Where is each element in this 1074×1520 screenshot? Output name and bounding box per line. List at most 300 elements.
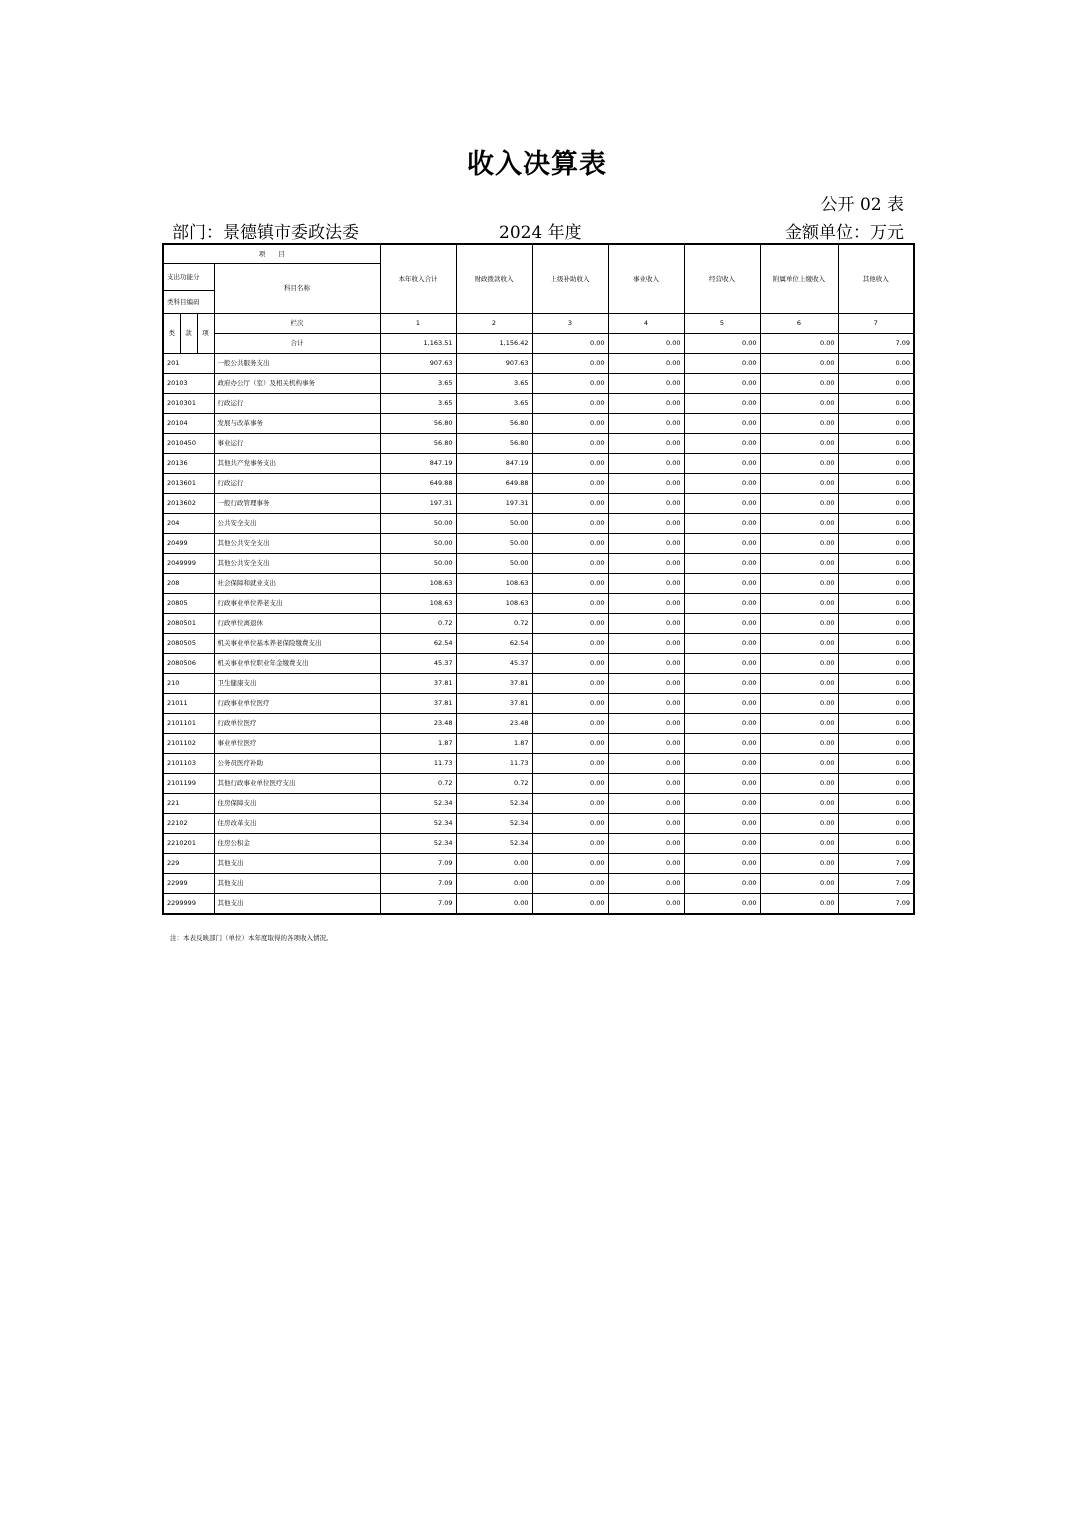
row-name: 发展与改革事务 — [214, 414, 380, 434]
row-value-3: 0.00 — [532, 834, 608, 854]
unit-label: 金额单位：万元 — [785, 223, 904, 243]
row-value-3: 0.00 — [532, 554, 608, 574]
row-value-2: 52.34 — [456, 814, 532, 834]
row-value-3: 0.00 — [532, 694, 608, 714]
row-value-5: 0.00 — [684, 474, 760, 494]
row-code: 2049999 — [163, 554, 214, 574]
table-row — [163, 754, 914, 774]
row-value-2: 37.81 — [456, 694, 532, 714]
table-note: 注：本表反映部门（单位）本年度取得的各项收入情况。 — [170, 934, 333, 942]
row-value-2: 108.63 — [456, 594, 532, 614]
row-value-6: 0.00 — [760, 814, 838, 834]
year-label: 2024 年度 — [499, 223, 582, 243]
row-code: 21011 — [163, 694, 214, 714]
row-value-1: 50.00 — [380, 514, 456, 534]
row-code: 2013601 — [163, 474, 214, 494]
row-value-4: 0.00 — [608, 494, 684, 514]
report-meta — [172, 218, 904, 242]
row-name: 机关事业单位基本养老保险缴费支出 — [214, 634, 380, 654]
col-number-3: 3 — [532, 314, 608, 334]
row-name: 一般行政管理事务 — [214, 494, 380, 514]
row-value-4: 0.00 — [608, 694, 684, 714]
row-value-1: 62.54 — [380, 634, 456, 654]
row-value-1: 1.87 — [380, 734, 456, 754]
row-value-4: 0.00 — [608, 734, 684, 754]
row-value-5: 0.00 — [684, 694, 760, 714]
row-value-4: 0.00 — [608, 834, 684, 854]
table-row — [163, 874, 914, 894]
row-value-6: 0.00 — [760, 394, 838, 414]
row-value-5: 0.00 — [684, 574, 760, 594]
row-value-4: 0.00 — [608, 674, 684, 694]
row-value-5: 0.00 — [684, 654, 760, 674]
row-value-1: 3.65 — [380, 394, 456, 414]
row-name: 住房公积金 — [214, 834, 380, 854]
row-name: 住房改革支出 — [214, 814, 380, 834]
row-value-2: 1.87 — [456, 734, 532, 754]
page-title: 收入决算表 — [467, 149, 607, 180]
row-value-4: 0.00 — [608, 374, 684, 394]
row-value-5: 0.00 — [684, 534, 760, 554]
row-value-1: 108.63 — [380, 594, 456, 614]
total-row — [163, 334, 914, 354]
row-value-7: 0.00 — [838, 814, 914, 834]
table-row — [163, 434, 914, 454]
income-table — [162, 243, 915, 915]
row-value-5: 0.00 — [684, 434, 760, 454]
row-value-7: 0.00 — [838, 834, 914, 854]
row-value-7: 0.00 — [838, 574, 914, 594]
row-value-6: 0.00 — [760, 474, 838, 494]
row-value-7: 7.09 — [838, 854, 914, 874]
header-row-lanci — [163, 314, 914, 334]
row-name: 其他公共安全支出 — [214, 534, 380, 554]
row-code: 22999 — [163, 874, 214, 894]
row-code: 2210201 — [163, 834, 214, 854]
row-value-3: 0.00 — [532, 814, 608, 834]
row-value-1: 52.34 — [380, 814, 456, 834]
row-code: 2010301 — [163, 394, 214, 414]
row-value-6: 0.00 — [760, 634, 838, 654]
table-row — [163, 574, 914, 594]
total-label: 合计 — [214, 334, 380, 354]
row-value-6: 0.00 — [760, 554, 838, 574]
row-code: 20136 — [163, 454, 214, 474]
row-value-3: 0.00 — [532, 594, 608, 614]
row-value-7: 7.09 — [838, 874, 914, 894]
row-value-6: 0.00 — [760, 654, 838, 674]
row-value-2: 907.63 — [456, 354, 532, 374]
row-value-1: 649.88 — [380, 474, 456, 494]
row-value-3: 0.00 — [532, 854, 608, 874]
row-name: 行政事业单位养老支出 — [214, 594, 380, 614]
row-value-1: 50.00 — [380, 534, 456, 554]
table-row — [163, 634, 914, 654]
row-value-5: 0.00 — [684, 554, 760, 574]
table-row — [163, 854, 914, 874]
total-value-3: 0.00 — [532, 334, 608, 354]
row-value-2: 62.54 — [456, 634, 532, 654]
row-value-5: 0.00 — [684, 754, 760, 774]
row-value-6: 0.00 — [760, 574, 838, 594]
row-name: 其他共产党事务支出 — [214, 454, 380, 474]
row-value-1: 56.80 — [380, 434, 456, 454]
row-value-6: 0.00 — [760, 854, 838, 874]
header-lanci: 栏次 — [214, 314, 380, 334]
row-value-1: 52.34 — [380, 834, 456, 854]
row-value-3: 0.00 — [532, 514, 608, 534]
row-code: 2013602 — [163, 494, 214, 514]
row-value-7: 0.00 — [838, 474, 914, 494]
row-value-1: 52.34 — [380, 794, 456, 814]
table-row — [163, 794, 914, 814]
row-code: 2101103 — [163, 754, 214, 774]
row-code: 210 — [163, 674, 214, 694]
row-name: 公共安全支出 — [214, 514, 380, 534]
row-value-6: 0.00 — [760, 494, 838, 514]
row-value-1: 23.48 — [380, 714, 456, 734]
header-col-7: 其他收入 — [838, 244, 914, 314]
row-value-5: 0.00 — [684, 854, 760, 874]
table-row — [163, 814, 914, 834]
header-kuan: 款 — [180, 314, 197, 354]
row-value-3: 0.00 — [532, 654, 608, 674]
row-value-2: 108.63 — [456, 574, 532, 594]
row-value-2: 50.00 — [456, 534, 532, 554]
row-value-4: 0.00 — [608, 394, 684, 414]
header-col-5: 经营收入 — [684, 244, 760, 314]
department-label: 部门：景德镇市委政法委 — [172, 223, 359, 243]
row-value-6: 0.00 — [760, 414, 838, 434]
row-value-4: 0.00 — [608, 874, 684, 894]
table-row — [163, 654, 914, 674]
row-value-5: 0.00 — [684, 614, 760, 634]
row-value-6: 0.00 — [760, 354, 838, 374]
row-value-4: 0.00 — [608, 854, 684, 874]
row-value-2: 197.31 — [456, 494, 532, 514]
row-name: 行政单位离退休 — [214, 614, 380, 634]
row-value-1: 37.81 — [380, 674, 456, 694]
row-value-6: 0.00 — [760, 794, 838, 814]
row-value-2: 0.00 — [456, 894, 532, 915]
col-number-6: 6 — [760, 314, 838, 334]
row-value-2: 56.80 — [456, 434, 532, 454]
row-value-4: 0.00 — [608, 754, 684, 774]
row-value-7: 0.00 — [838, 734, 914, 754]
col-number-2: 2 — [456, 314, 532, 334]
row-code: 2299999 — [163, 894, 214, 915]
row-value-6: 0.00 — [760, 834, 838, 854]
row-value-7: 0.00 — [838, 654, 914, 674]
row-value-2: 23.48 — [456, 714, 532, 734]
row-value-7: 0.00 — [838, 534, 914, 554]
row-value-1: 7.09 — [380, 894, 456, 915]
row-value-7: 0.00 — [838, 554, 914, 574]
row-value-2: 0.72 — [456, 614, 532, 634]
row-value-1: 37.81 — [380, 694, 456, 714]
row-value-3: 0.00 — [532, 714, 608, 734]
row-value-5: 0.00 — [684, 714, 760, 734]
row-name: 行政运行 — [214, 394, 380, 414]
row-value-7: 0.00 — [838, 514, 914, 534]
total-value-2: 1,156.42 — [456, 334, 532, 354]
row-value-1: 50.00 — [380, 554, 456, 574]
row-value-3: 0.00 — [532, 674, 608, 694]
row-value-5: 0.00 — [684, 814, 760, 834]
row-value-2: 649.88 — [456, 474, 532, 494]
row-code: 208 — [163, 574, 214, 594]
total-value-7: 7.09 — [838, 334, 914, 354]
table-row — [163, 694, 914, 714]
row-value-7: 0.00 — [838, 374, 914, 394]
row-value-4: 0.00 — [608, 714, 684, 734]
row-value-5: 0.00 — [684, 494, 760, 514]
row-name: 行政运行 — [214, 474, 380, 494]
row-value-5: 0.00 — [684, 634, 760, 654]
row-value-4: 0.00 — [608, 574, 684, 594]
table-row — [163, 394, 914, 414]
row-name: 政府办公厅（室）及相关机构事务 — [214, 374, 380, 394]
row-value-5: 0.00 — [684, 874, 760, 894]
row-value-2: 0.00 — [456, 854, 532, 874]
row-name: 事业单位医疗 — [214, 734, 380, 754]
row-value-4: 0.00 — [608, 354, 684, 374]
row-value-3: 0.00 — [532, 894, 608, 915]
row-value-5: 0.00 — [684, 894, 760, 915]
row-value-4: 0.00 — [608, 594, 684, 614]
table-row — [163, 894, 914, 915]
row-value-6: 0.00 — [760, 894, 838, 915]
row-value-3: 0.00 — [532, 414, 608, 434]
row-value-2: 37.81 — [456, 674, 532, 694]
table-row — [163, 834, 914, 854]
header-lei: 类 — [163, 314, 180, 354]
row-value-4: 0.00 — [608, 474, 684, 494]
row-name: 行政事业单位医疗 — [214, 694, 380, 714]
row-name: 机关事业单位职业年金缴费支出 — [214, 654, 380, 674]
row-name: 一般公共服务支出 — [214, 354, 380, 374]
row-value-3: 0.00 — [532, 354, 608, 374]
row-value-6: 0.00 — [760, 874, 838, 894]
row-value-4: 0.00 — [608, 414, 684, 434]
row-value-1: 7.09 — [380, 874, 456, 894]
row-code: 20805 — [163, 594, 214, 614]
row-value-2: 11.73 — [456, 754, 532, 774]
row-value-7: 0.00 — [838, 714, 914, 734]
row-value-4: 0.00 — [608, 454, 684, 474]
row-code: 2101102 — [163, 734, 214, 754]
row-value-3: 0.00 — [532, 394, 608, 414]
col-number-1: 1 — [380, 314, 456, 334]
table-row — [163, 594, 914, 614]
table-row — [163, 414, 914, 434]
table-row — [163, 774, 914, 794]
row-code: 2101101 — [163, 714, 214, 734]
row-name: 公务员医疗补助 — [214, 754, 380, 774]
table-row — [163, 494, 914, 514]
table-row — [163, 374, 914, 394]
row-value-5: 0.00 — [684, 354, 760, 374]
row-value-4: 0.00 — [608, 794, 684, 814]
row-value-5: 0.00 — [684, 834, 760, 854]
row-value-3: 0.00 — [532, 454, 608, 474]
row-value-3: 0.00 — [532, 874, 608, 894]
row-value-5: 0.00 — [684, 514, 760, 534]
row-value-6: 0.00 — [760, 774, 838, 794]
form-number: 公开 02 表 — [820, 195, 904, 215]
table-row — [163, 514, 914, 534]
row-value-2: 45.37 — [456, 654, 532, 674]
header-func-class-1: 支出功能分 — [163, 264, 214, 291]
table-row — [163, 454, 914, 474]
row-value-2: 50.00 — [456, 514, 532, 534]
row-value-7: 0.00 — [838, 634, 914, 654]
row-value-7: 0.00 — [838, 434, 914, 454]
row-value-6: 0.00 — [760, 754, 838, 774]
row-name: 社会保障和就业支出 — [214, 574, 380, 594]
col-number-7: 7 — [838, 314, 914, 334]
row-value-1: 108.63 — [380, 574, 456, 594]
row-value-2: 3.65 — [456, 374, 532, 394]
row-value-3: 0.00 — [532, 434, 608, 454]
row-value-3: 0.00 — [532, 374, 608, 394]
row-value-2: 52.34 — [456, 794, 532, 814]
row-name: 卫生健康支出 — [214, 674, 380, 694]
row-value-3: 0.00 — [532, 614, 608, 634]
row-name: 其他支出 — [214, 894, 380, 915]
row-value-2: 847.19 — [456, 454, 532, 474]
row-value-2: 3.65 — [456, 394, 532, 414]
row-value-4: 0.00 — [608, 774, 684, 794]
row-value-6: 0.00 — [760, 514, 838, 534]
row-code: 201 — [163, 354, 214, 374]
row-name: 住房保障支出 — [214, 794, 380, 814]
row-value-1: 7.09 — [380, 854, 456, 874]
header-col-6: 附属单位上缴收入 — [760, 244, 838, 314]
row-value-1: 45.37 — [380, 654, 456, 674]
row-value-2: 0.72 — [456, 774, 532, 794]
header-item: 项 目 — [163, 244, 380, 264]
row-value-1: 847.19 — [380, 454, 456, 474]
row-code: 221 — [163, 794, 214, 814]
header-xiang: 项 — [197, 314, 214, 354]
total-value-1: 1,163.51 — [380, 334, 456, 354]
row-value-1: 0.72 — [380, 774, 456, 794]
row-value-3: 0.00 — [532, 634, 608, 654]
row-value-3: 0.00 — [532, 494, 608, 514]
row-value-2: 50.00 — [456, 554, 532, 574]
row-value-2: 56.80 — [456, 414, 532, 434]
table-row — [163, 554, 914, 574]
row-code: 2010450 — [163, 434, 214, 454]
row-value-4: 0.00 — [608, 614, 684, 634]
row-code: 2080505 — [163, 634, 214, 654]
row-value-4: 0.00 — [608, 654, 684, 674]
row-value-3: 0.00 — [532, 734, 608, 754]
header-subject-name: 科目名称 — [214, 264, 380, 314]
row-value-1: 197.31 — [380, 494, 456, 514]
row-value-7: 0.00 — [838, 774, 914, 794]
row-name: 其他支出 — [214, 874, 380, 894]
row-value-4: 0.00 — [608, 534, 684, 554]
row-value-7: 0.00 — [838, 594, 914, 614]
row-value-1: 907.63 — [380, 354, 456, 374]
row-code: 20499 — [163, 534, 214, 554]
row-value-4: 0.00 — [608, 814, 684, 834]
row-value-5: 0.00 — [684, 594, 760, 614]
header-col-2: 财政拨款收入 — [456, 244, 532, 314]
row-value-7: 0.00 — [838, 354, 914, 374]
row-value-1: 3.65 — [380, 374, 456, 394]
row-value-4: 0.00 — [608, 514, 684, 534]
row-value-7: 0.00 — [838, 494, 914, 514]
row-value-7: 0.00 — [838, 674, 914, 694]
row-name: 事业运行 — [214, 434, 380, 454]
table-row — [163, 674, 914, 694]
row-code: 20103 — [163, 374, 214, 394]
total-value-4: 0.00 — [608, 334, 684, 354]
row-code: 2101199 — [163, 774, 214, 794]
total-value-6: 0.00 — [760, 334, 838, 354]
col-number-4: 4 — [608, 314, 684, 334]
row-value-6: 0.00 — [760, 694, 838, 714]
row-value-7: 0.00 — [838, 454, 914, 474]
row-value-7: 0.00 — [838, 394, 914, 414]
row-code: 20104 — [163, 414, 214, 434]
row-name: 其他支出 — [214, 854, 380, 874]
header-func-class-2: 类科目编码 — [163, 291, 214, 314]
row-value-1: 56.80 — [380, 414, 456, 434]
row-value-7: 0.00 — [838, 794, 914, 814]
row-value-3: 0.00 — [532, 574, 608, 594]
row-name: 其他行政事业单位医疗支出 — [214, 774, 380, 794]
row-value-1: 11.73 — [380, 754, 456, 774]
row-value-2: 52.34 — [456, 834, 532, 854]
row-value-6: 0.00 — [760, 434, 838, 454]
row-name: 其他公共安全支出 — [214, 554, 380, 574]
row-value-6: 0.00 — [760, 614, 838, 634]
row-code: 229 — [163, 854, 214, 874]
row-value-6: 0.00 — [760, 714, 838, 734]
row-code: 204 — [163, 514, 214, 534]
row-value-6: 0.00 — [760, 594, 838, 614]
total-value-5: 0.00 — [684, 334, 760, 354]
col-number-5: 5 — [684, 314, 760, 334]
row-name: 行政单位医疗 — [214, 714, 380, 734]
row-code: 22102 — [163, 814, 214, 834]
row-value-5: 0.00 — [684, 734, 760, 754]
row-value-2: 0.00 — [456, 874, 532, 894]
row-value-6: 0.00 — [760, 454, 838, 474]
row-value-3: 0.00 — [532, 794, 608, 814]
row-value-4: 0.00 — [608, 554, 684, 574]
row-value-1: 0.72 — [380, 614, 456, 634]
table-row — [163, 734, 914, 754]
table-row — [163, 474, 914, 494]
row-value-7: 0.00 — [838, 414, 914, 434]
row-value-5: 0.00 — [684, 414, 760, 434]
row-value-4: 0.00 — [608, 434, 684, 454]
row-value-3: 0.00 — [532, 774, 608, 794]
header-row-item — [163, 244, 914, 264]
row-value-6: 0.00 — [760, 534, 838, 554]
row-value-5: 0.00 — [684, 794, 760, 814]
row-value-7: 0.00 — [838, 754, 914, 774]
row-code: 2080501 — [163, 614, 214, 634]
row-value-7: 0.00 — [838, 614, 914, 634]
row-value-3: 0.00 — [532, 474, 608, 494]
row-value-7: 7.09 — [838, 894, 914, 915]
